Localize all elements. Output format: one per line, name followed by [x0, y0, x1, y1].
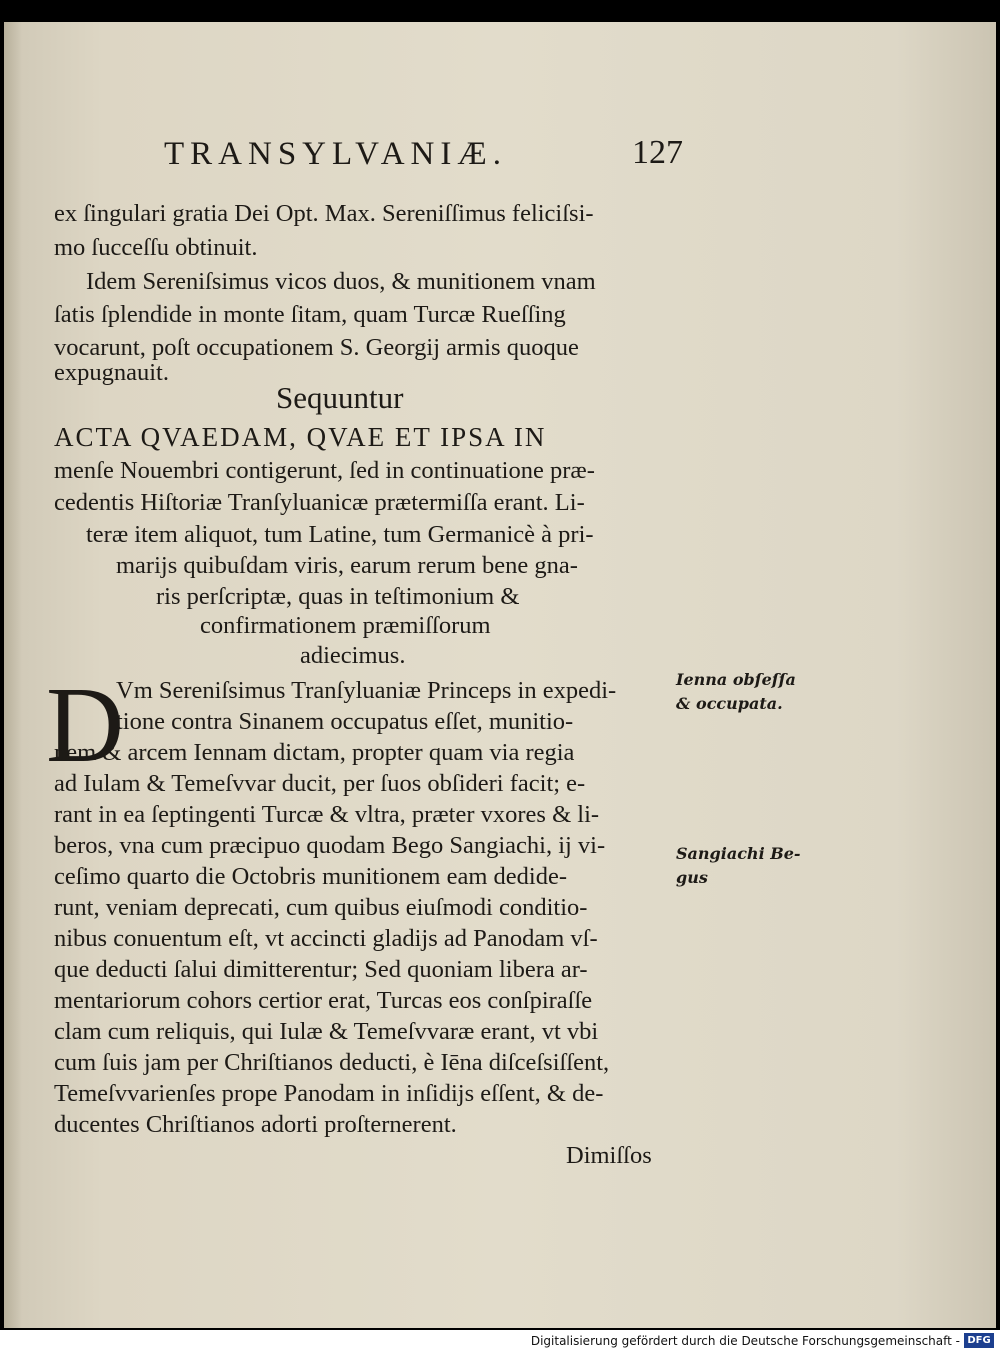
- section-caps-heading: ACTA QVAEDAM, QVAE ET IPSA IN: [54, 422, 547, 452]
- text-line: vocarunt, poſt occupationem S. Georgij armis quoque: [54, 334, 579, 361]
- margin-note: Ienna obſeſſa: [676, 670, 796, 689]
- text-line: mo ſucceſſu obtinuit.: [54, 234, 258, 261]
- body-line: mentariorum cohors certior erat, Turcas eos conſpiraſſe: [54, 987, 593, 1014]
- body-line: ceſimo quarto die Octobris munitionem eam dedide-: [54, 863, 567, 890]
- text-line: ſatis ſplendide in monte ſitam, quam Turcæ Rueſſing: [54, 301, 566, 328]
- body-line: beros, vna cum præcipuo quodam Bego Sangiachi, ij vi-: [54, 832, 606, 859]
- body-line: tione contra Sinanem occupatus eſſet, munitio-: [116, 708, 574, 735]
- attribution-footer: [0, 1330, 1000, 1352]
- margin-note: Sangiachi Be-: [676, 844, 801, 863]
- body-line: runt, veniam deprecati, cum quibus eiuſmodi conditio-: [54, 894, 588, 921]
- body-line: clam cum reliquis, qui Iulæ & Temeſvvaræ erant, vt vbi: [54, 1018, 599, 1045]
- running-header: TRANSYLVANIÆ.: [164, 136, 507, 172]
- body-line: cum ſuis jam per Chriſtianos deducti, è Iēna diſceſsiſſent,: [54, 1049, 610, 1076]
- text-line: Idem Sereniſsimus vicos duos, & munitionem vnam: [86, 268, 596, 295]
- body-line: rant in ea ſeptingenti Turcæ & vltra, præter vxores & li-: [54, 801, 600, 828]
- book-page: [4, 22, 996, 1328]
- funding-credit: Digitalisierung gefördert durch die Deutsche Forschungsgemeinschaft -: [530, 1334, 960, 1348]
- body-line: ad Iulam & Temeſvvar ducit, per ſuos obſideri facit; e-: [54, 770, 586, 797]
- drop-capital: D: [46, 666, 124, 785]
- dfg-logo: DFG: [964, 1333, 994, 1348]
- body-line: nibus conuentum eſt, vt accincti gladijs ad Panodam vſ-: [54, 925, 598, 952]
- catchword: Dimiſſos: [566, 1142, 652, 1169]
- section-line: teræ item aliquot, tum Latine, tum Germanicè à pri-: [86, 521, 594, 548]
- page-number: 127: [632, 134, 683, 171]
- body-line: que deducti ſalui dimitterentur; Sed quoniam libera ar-: [54, 956, 588, 983]
- margin-note: gus: [676, 868, 708, 887]
- section-line: confirmationem præmiſſorum: [200, 612, 491, 639]
- body-line: Vm Sereniſsimus Tranſyluaniæ Princeps in expedi-: [116, 677, 617, 704]
- body-line: ducentes Chriſtianos adorti proſternerent.: [54, 1111, 457, 1138]
- section-line: ris perſcriptæ, quas in teſtimonium &: [156, 583, 520, 610]
- text-line: expugnauit.: [54, 359, 169, 386]
- text-line: ex ſingulari gratia Dei Opt. Max. Sereniſſimus feliciſsi-: [54, 200, 594, 227]
- margin-note: & occupata.: [676, 694, 783, 713]
- section-line: cedentis Hiſtoriæ Tranſyluanicæ prætermiſſa erant. Li-: [54, 489, 585, 516]
- body-line: Temeſvvarienſes prope Panodam in inſidijs eſſent, & de-: [54, 1080, 604, 1107]
- section-line: menſe Nouembri contigerunt, ſed in continuatione præ-: [54, 457, 595, 484]
- section-line: marijs quibuſdam viris, earum rerum bene gna-: [116, 552, 578, 579]
- body-line: nem & arcem Iennam dictam, propter quam via regia: [54, 739, 575, 766]
- section-line: adiecimus.: [300, 642, 406, 669]
- section-subtitle: Sequuntur: [276, 380, 404, 415]
